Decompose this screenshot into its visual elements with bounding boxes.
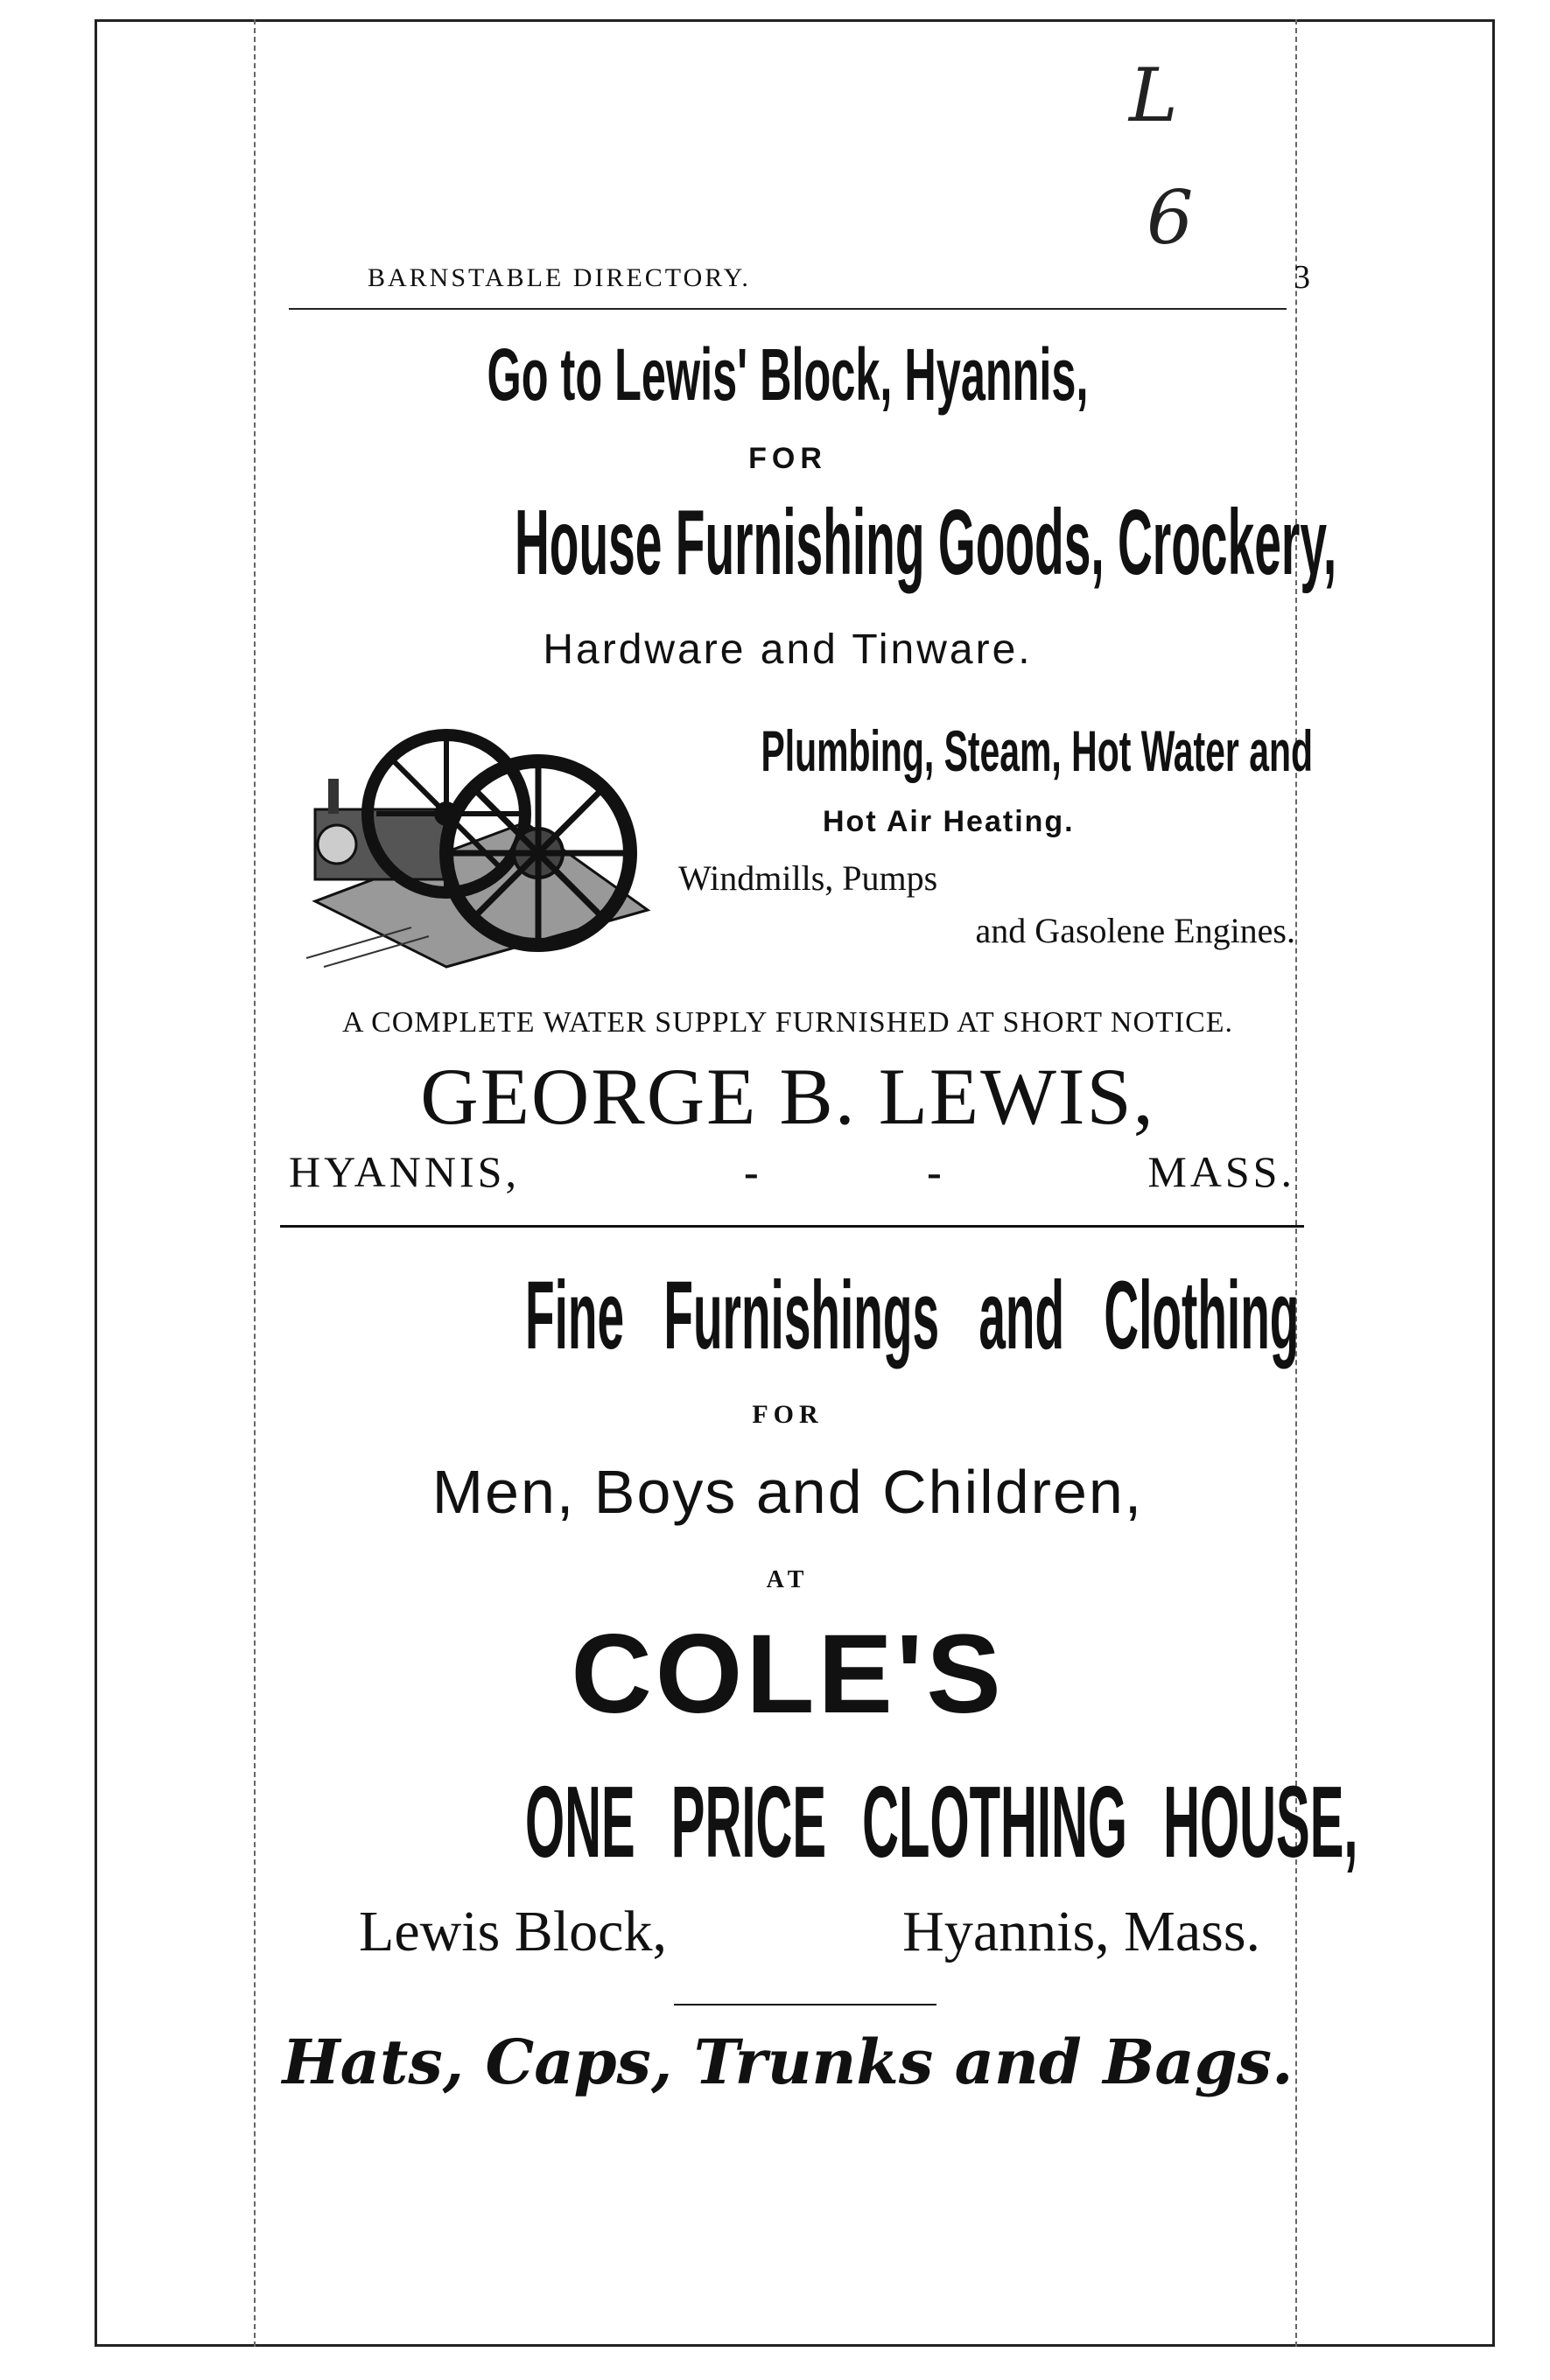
handwritten-mark-top: L [1129,52,1178,138]
coles-store-type: ONE PRICE CLOTHING HOUSE, [525,1765,1358,1879]
margin-line-right [1295,19,1297,2347]
gasoline-engine-illustration [298,718,656,971]
coles-location-left: Lewis Block, [359,1900,667,1964]
running-head-title: BARNSTABLE DIRECTORY. [368,263,751,292]
short-divider [674,2004,936,2006]
coles-for-label: FOR [752,1400,824,1429]
head-rule [289,308,1287,310]
lewis-for-label: FOR [748,442,827,475]
lewis-dashes: - - [744,1147,1020,1196]
coles-at-label: AT [766,1566,810,1593]
coles-audience: Men, Boys and Children, [431,1458,1144,1526]
page-number: 3 [1294,259,1313,296]
lewis-town: HYANNIS, [289,1147,520,1196]
lewis-goods-line: House Furnishing Goods, Crockery, [515,491,1337,594]
coles-store-name: COLE'S [571,1612,1005,1737]
plumbing-line: Plumbing, Steam, Hot Water and [761,718,1313,783]
coles-headline: Fine Furnishings and Clothing [525,1262,1300,1369]
plumbing-block [665,718,1313,971]
margin-line-left [254,19,256,2347]
heating-line: Hot Air Heating. [823,805,1075,838]
lewis-hardware-line: Hardware and Tinware. [543,626,1033,673]
engines-line: and Gasolene Engines. [975,911,1295,950]
lewis-state: MASS. [1147,1147,1295,1196]
windmills-line: Windmills, Pumps [678,858,938,898]
section-divider [280,1225,1304,1228]
coles-location-right: Hyannis, Mass. [902,1900,1260,1964]
proprietor-name: GEORGE B. LEWIS, [420,1052,1155,1141]
handwritten-mark-bottom: 6 [1147,175,1194,261]
water-supply-line: A COMPLETE WATER SUPPLY FURNISHED AT SHORT NOTICE. [341,1006,1234,1039]
lewis-headline: Go to Lewis' Block, Hyannis, [487,333,1089,416]
coles-products: Hats, Caps, Trunks and Bags. [282,2026,1294,2098]
running-head [263,249,1313,311]
